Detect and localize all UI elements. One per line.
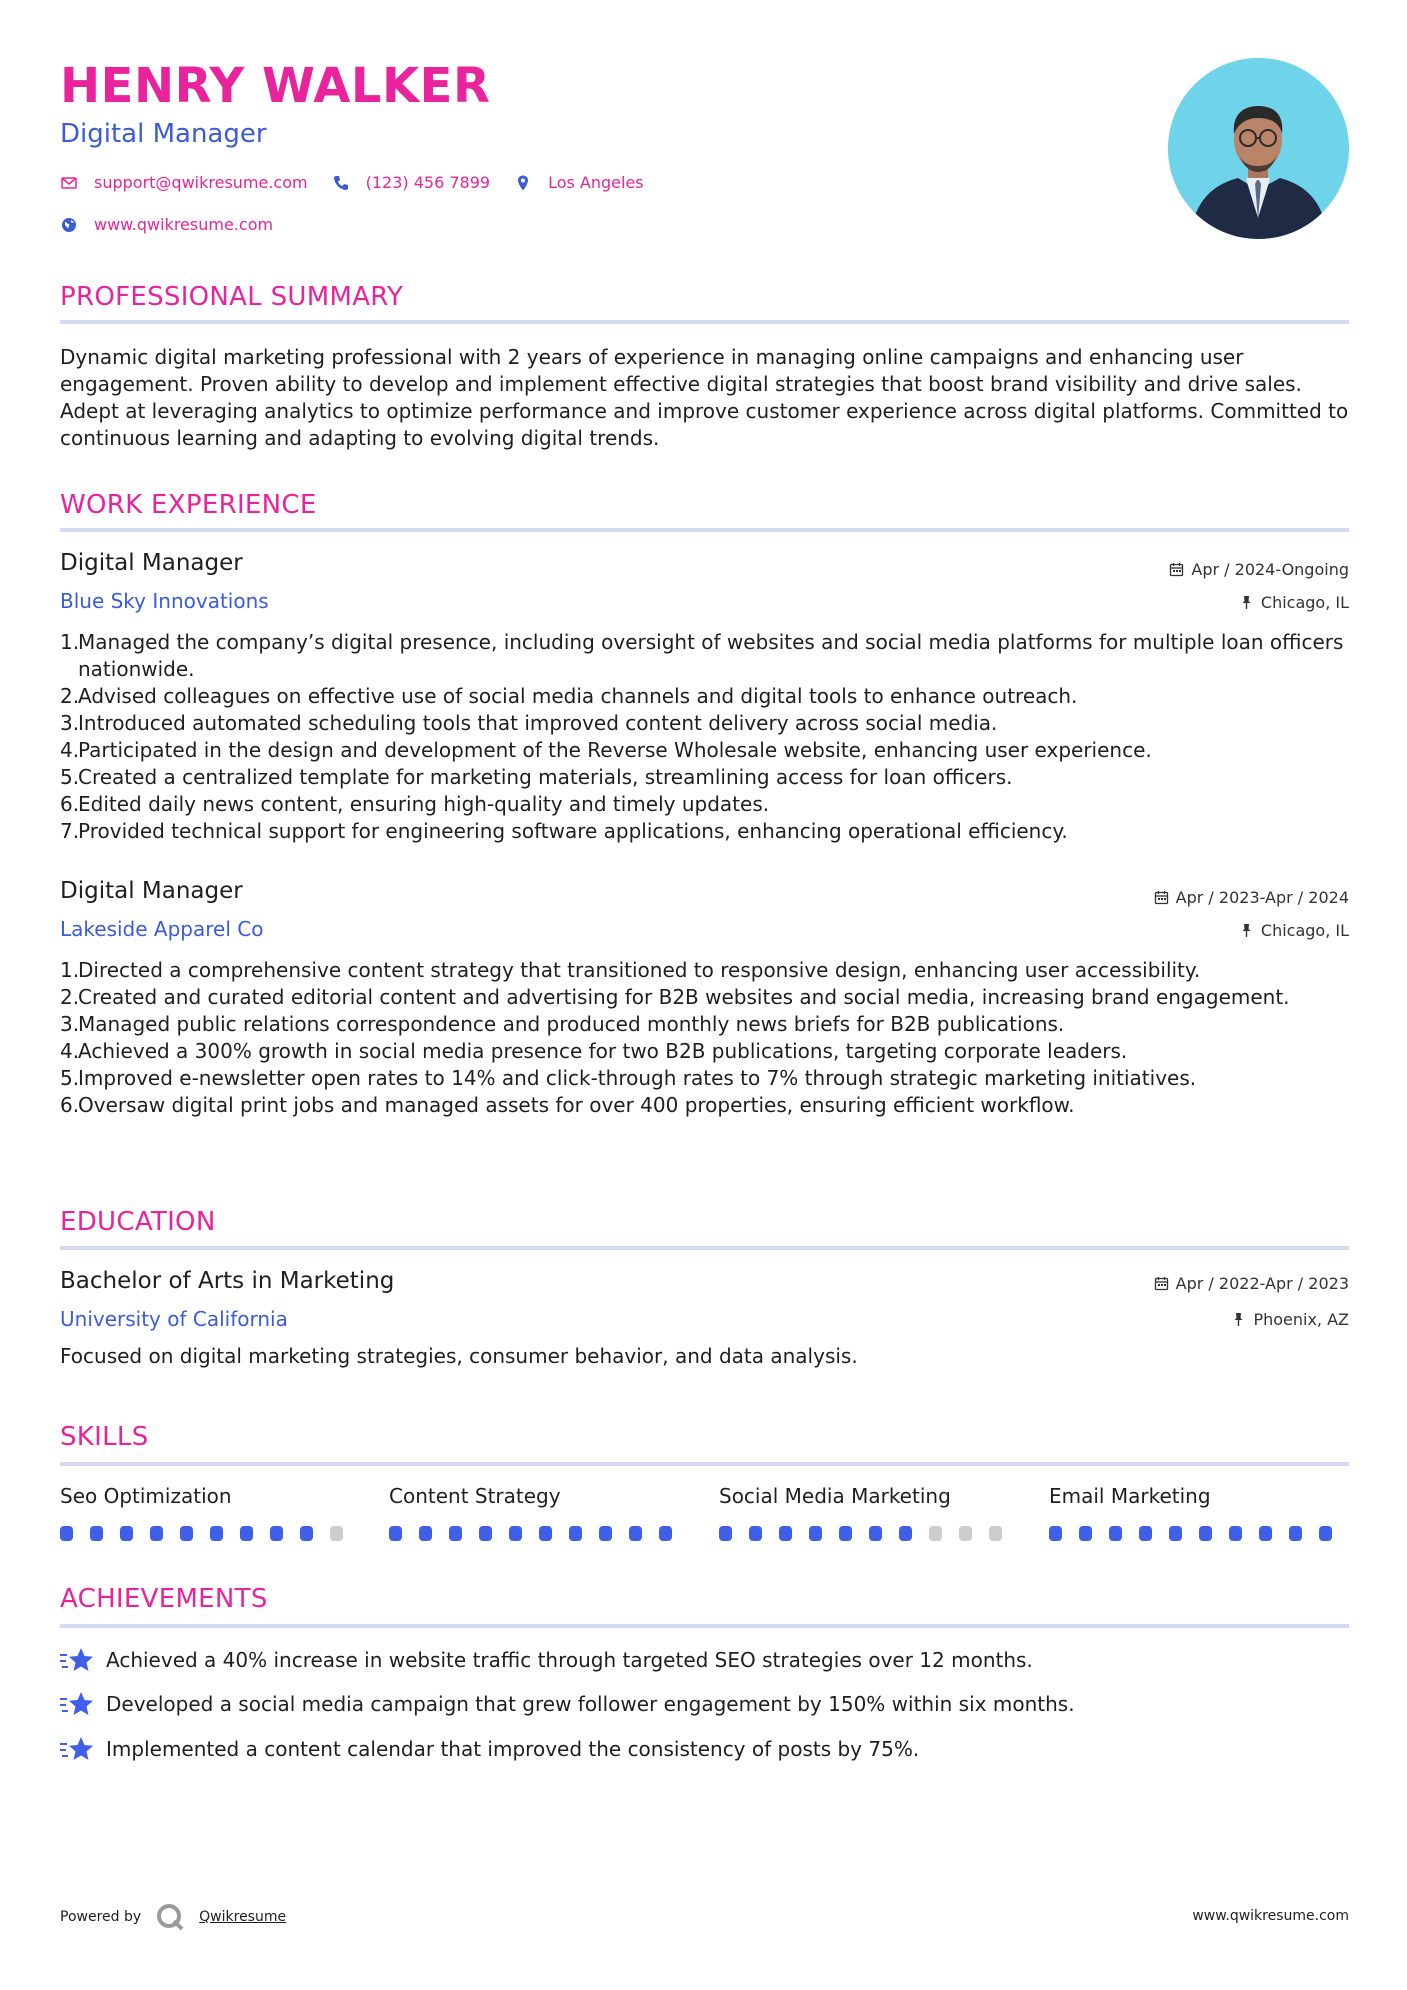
skill-dot-filled	[210, 1526, 223, 1541]
job-dates-text: Apr / 2023-Apr / 2024	[1175, 888, 1349, 907]
summary-heading: PROFESSIONAL SUMMARY	[60, 282, 404, 312]
skill-dot-filled	[1139, 1526, 1152, 1541]
skill-item	[389, 1484, 689, 1541]
bullet-text: Created a centralized template for marketing materials, streamlining access for loan officers.	[78, 765, 1013, 789]
skill-dot-filled	[599, 1526, 612, 1541]
envelope-icon	[60, 174, 78, 192]
skill-level	[60, 1526, 360, 1541]
education-dates-text: Apr / 2022-Apr / 2023	[1175, 1274, 1349, 1293]
star-icon	[60, 1690, 94, 1718]
bullet-number: 3.	[60, 711, 80, 735]
skill-dot-filled	[240, 1526, 253, 1541]
skill-item	[719, 1484, 1019, 1541]
bullet-number: 2.	[60, 985, 80, 1009]
education-dates	[1154, 1274, 1349, 1293]
skill-item	[60, 1484, 360, 1541]
bullet-item	[60, 791, 1349, 818]
skill-dot-filled	[1229, 1526, 1242, 1541]
skill-name: Content Strategy	[389, 1484, 561, 1508]
job-bullets	[60, 957, 1349, 1119]
skill-dot-filled	[300, 1526, 313, 1541]
bullet-item	[60, 1038, 1349, 1065]
achievement-item	[60, 1646, 1033, 1674]
bullet-item	[60, 1065, 1349, 1092]
achievement-text: Achieved a 40% increase in website traffic through targeted SEO strategies over 12 months.	[106, 1648, 1033, 1672]
section-divider	[60, 320, 1349, 324]
bullet-number: 5.	[60, 1066, 80, 1090]
qwikresume-link[interactable]: Qwikresume	[199, 1909, 287, 1925]
skill-dot-filled	[1259, 1526, 1272, 1541]
skill-dot-filled	[779, 1526, 792, 1541]
bullet-text: Edited daily news content, ensuring high-quality and timely updates.	[78, 792, 770, 816]
bullet-text: Provided technical support for engineering software applications, enhancing operational efficiency.	[78, 819, 1068, 843]
bullet-text: Achieved a 300% growth in social media presence for two B2B publications, targeting corporate leaders.	[78, 1039, 1128, 1063]
summary-text: Dynamic digital marketing professional with 2 years of experience in managing online campaigns and enhancing user engagement. Proven ability to develop and implement effective digital strategies that boost brand visibility and drive sales. Adept at leveraging analytics to optimize performance and improve customer experience across digital platforms. Committed to continuous learning and adapting to evolving digital trends.	[60, 345, 1349, 450]
skill-dot-filled	[719, 1526, 732, 1541]
bullet-text: Managed the company’s digital presence, including oversight of websites and social media platforms for multiple loan officers nationwide.	[78, 630, 1344, 681]
skill-dot-filled	[1169, 1526, 1182, 1541]
job-bullets	[60, 629, 1349, 845]
contact-row	[60, 173, 668, 192]
achievement-text: Implemented a content calendar that improved the consistency of posts by 75%.	[106, 1737, 920, 1761]
bullet-number: 4.	[60, 1039, 80, 1063]
bullet-item	[60, 683, 1349, 710]
bullet-number: 6.	[60, 792, 80, 816]
skill-level	[719, 1526, 1019, 1541]
skill-dot-filled	[749, 1526, 762, 1541]
achievement-text: Developed a social media campaign that grew follower engagement by 150% within six months.	[106, 1692, 1075, 1716]
skill-dot-filled	[629, 1526, 642, 1541]
skills-heading: SKILLS	[60, 1422, 149, 1452]
skill-dot-filled	[809, 1526, 822, 1541]
skill-dot-filled	[1289, 1526, 1302, 1541]
calendar-icon	[1154, 890, 1169, 905]
calendar-icon	[1169, 562, 1184, 577]
calendar-icon	[1154, 1276, 1169, 1291]
skill-dot-filled	[479, 1526, 492, 1541]
company-name: Lakeside Apparel Co	[60, 917, 264, 941]
achievement-item	[60, 1735, 919, 1763]
skill-dot-filled	[150, 1526, 163, 1541]
section-divider	[60, 528, 1349, 532]
skill-dot-filled	[419, 1526, 432, 1541]
education-heading: EDUCATION	[60, 1207, 216, 1237]
contact-row-2	[60, 215, 297, 234]
skill-dot-filled	[449, 1526, 462, 1541]
skill-item	[1049, 1484, 1349, 1541]
achievements-heading: ACHIEVEMENTS	[60, 1584, 268, 1614]
skill-dot-filled	[509, 1526, 522, 1541]
bullet-item	[60, 764, 1349, 791]
section-divider	[60, 1624, 1349, 1628]
bullet-text: Introduced automated scheduling tools that improved content delivery across social media.	[78, 711, 998, 735]
skill-dot-filled	[389, 1526, 402, 1541]
school-name: University of California	[60, 1307, 288, 1331]
powered-by-label: Powered by	[60, 1909, 142, 1925]
achievement-item	[60, 1690, 1075, 1718]
pushpin-icon	[1239, 923, 1254, 938]
bullet-text: Managed public relations correspondence and produced monthly news briefs for B2B publications.	[78, 1012, 1065, 1036]
pushpin-icon	[1231, 1312, 1246, 1327]
skill-dot-filled	[180, 1526, 193, 1541]
skill-dot-filled	[90, 1526, 103, 1541]
bullet-text: Advised colleagues on effective use of social media channels and digital tools to enhance outreach.	[78, 684, 1078, 708]
contact-phone[interactable]	[332, 173, 490, 192]
job-location	[1239, 593, 1349, 612]
skill-dot-filled	[1319, 1526, 1332, 1541]
bullet-item	[60, 818, 1349, 845]
star-icon	[60, 1735, 94, 1763]
skill-dot-empty	[989, 1526, 1002, 1541]
skill-dot-filled	[1199, 1526, 1212, 1541]
skill-dot-filled	[569, 1526, 582, 1541]
skill-dot-filled	[539, 1526, 552, 1541]
skill-dot-filled	[899, 1526, 912, 1541]
qwikresume-logo-icon	[155, 1902, 185, 1932]
skill-dot-filled	[869, 1526, 882, 1541]
job-title: Digital Manager	[60, 550, 243, 576]
bullet-number: 1.	[60, 958, 80, 982]
job-title: Digital Manager	[60, 878, 243, 904]
experience-heading: WORK EXPERIENCE	[60, 490, 317, 520]
candidate-role: Digital Manager	[60, 119, 267, 149]
phone-icon	[332, 174, 350, 192]
job-location	[1239, 921, 1349, 940]
job-location-text: Chicago, IL	[1260, 921, 1349, 940]
bullet-item	[60, 629, 1349, 683]
footer-powered-by	[60, 1902, 286, 1932]
globe-icon	[60, 216, 78, 234]
skill-dot-filled	[60, 1526, 73, 1541]
section-divider	[60, 1246, 1349, 1250]
bullet-text: Participated in the design and development of the Reverse Wholesale website, enhancing user experience.	[78, 738, 1152, 762]
bullet-number: 7.	[60, 819, 80, 843]
website-text: www.qwikresume.com	[94, 215, 274, 234]
skill-level	[389, 1526, 689, 1541]
bullet-number: 6.	[60, 1093, 80, 1117]
bullet-item	[60, 737, 1349, 764]
skill-dot-filled	[659, 1526, 672, 1541]
bullet-text: Created and curated editorial content and advertising for B2B websites and social media, increasing brand engagement.	[78, 985, 1290, 1009]
location-text: Los Angeles	[548, 173, 644, 192]
skill-name: Email Marketing	[1049, 1484, 1211, 1508]
education-description: Focused on digital marketing strategies, consumer behavior, and data analysis.	[60, 1344, 858, 1368]
contact-email[interactable]	[60, 173, 308, 192]
education-location	[1231, 1310, 1349, 1329]
section-divider	[60, 1462, 1349, 1466]
map-pin-icon	[514, 174, 532, 192]
phone-text: (123) 456 7899	[365, 173, 491, 192]
job-dates-text: Apr / 2024-Ongoing	[1191, 560, 1349, 579]
skill-dot-filled	[839, 1526, 852, 1541]
bullet-item	[60, 1092, 1349, 1119]
degree-title: Bachelor of Arts in Marketing	[60, 1268, 395, 1294]
skill-dot-empty	[959, 1526, 972, 1541]
skill-dot-filled	[1109, 1526, 1122, 1541]
bullet-number: 1.	[60, 630, 80, 654]
job-location-text: Chicago, IL	[1260, 593, 1349, 612]
skill-dot-filled	[1079, 1526, 1092, 1541]
job-dates	[1169, 560, 1349, 579]
profile-photo	[1168, 58, 1349, 239]
contact-website[interactable]	[60, 215, 273, 234]
skill-dot-empty	[929, 1526, 942, 1541]
skill-dot-empty	[330, 1526, 343, 1541]
skill-name: Seo Optimization	[60, 1484, 232, 1508]
footer-url[interactable]: www.qwikresume.com	[1192, 1908, 1349, 1924]
company-name: Blue Sky Innovations	[60, 589, 269, 613]
bullet-item	[60, 984, 1349, 1011]
skill-name: Social Media Marketing	[719, 1484, 951, 1508]
skill-dot-filled	[120, 1526, 133, 1541]
star-icon	[60, 1646, 94, 1674]
pushpin-icon	[1239, 595, 1254, 610]
bullet-item	[60, 957, 1349, 984]
bullet-number: 2.	[60, 684, 80, 708]
education-location-text: Phoenix, AZ	[1253, 1310, 1349, 1329]
bullet-item	[60, 710, 1349, 737]
job-dates	[1154, 888, 1349, 907]
bullet-text: Oversaw digital print jobs and managed assets for over 400 properties, ensuring efficient workflow.	[78, 1093, 1075, 1117]
skill-level	[1049, 1526, 1349, 1541]
resume-page	[60, 0, 1349, 1990]
candidate-name: HENRY WALKER	[60, 58, 491, 114]
bullet-text: Improved e-newsletter open rates to 14% and click-through rates to 7% through strategic marketing initiatives.	[78, 1066, 1197, 1090]
bullet-number: 3.	[60, 1012, 80, 1036]
contact-location	[514, 173, 644, 192]
skill-dot-filled	[270, 1526, 283, 1541]
skill-dot-filled	[1049, 1526, 1062, 1541]
email-text: support@qwikresume.com	[94, 173, 308, 192]
bullet-number: 5.	[60, 765, 80, 789]
bullet-text: Directed a comprehensive content strategy that transitioned to responsive design, enhancing user accessibility.	[78, 958, 1201, 982]
bullet-number: 4.	[60, 738, 80, 762]
bullet-item	[60, 1011, 1349, 1038]
